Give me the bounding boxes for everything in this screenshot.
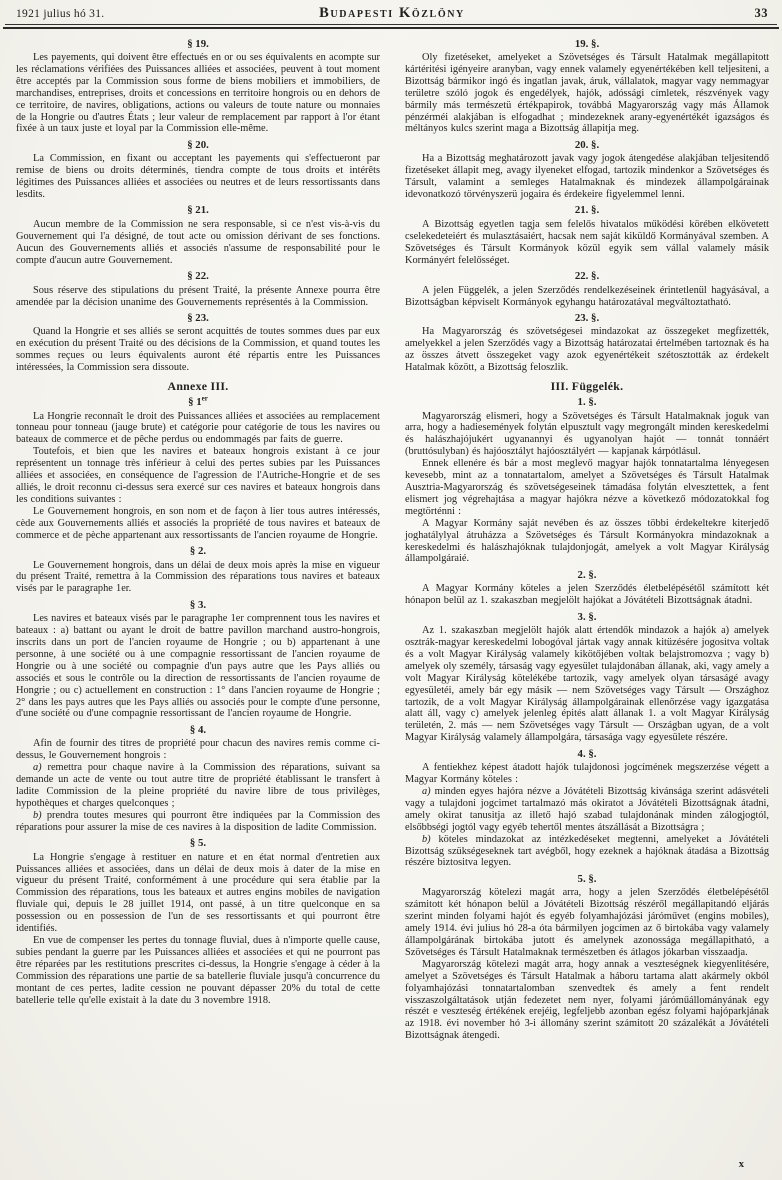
paragraph: A Magyar Kormány saját nevében és az összes többi érdekeltekre kiterjedő joghatálylyal átruházza a Szövetséges és Társult Kormányokra mindazoknak a kereskedelmi és halászhajóknak tulajdonjogát, amelyek a volt Magyar Királyság állampolgáraié. [405, 517, 769, 565]
paragraph: A jelen Függelék, a jelen Szerződés rendelkezéseinek érintetlenül hagyásával, a Bizottságban képviselt Kormányok egyhangu határozatával megváltoztatható. [405, 284, 769, 308]
paragraph: Ennek ellenére és bár a most meglevő magyar hajók tonnatartalma lényegesen kevesebb, mint az a tonnatartalom, amelyet a Szövetséges és Társult Hatalmak Ausztria-Magyarország és szövetségeseinek támadása folytán elvesztettek, a fent elismert jog végrehajtása a magyar hajókra nézve a következő módozatokkal fog megtörténni : [405, 458, 769, 517]
section-heading: § 3. [189, 598, 207, 611]
section-heading: 20. §. [574, 138, 600, 151]
section-heading: § 4. [189, 723, 207, 736]
section-heading: 2. §. [577, 568, 597, 581]
paragraph: Les payements, qui doivent être effectués en or ou ses équivalents en acompte sur les réclamations vérifiées des Puissances alliées et associées, peuvent à tout moment être acceptés par la Commission sous forme de biens mobiliers et immobiliers, de marchandises, entreprises, droits et concessions en territoire hongrois ou en dehors de ce territoire, de navires, obligations, actions ou valeurs de toute nature ou monnaies de la Hongrie ou d'autres États ; leur valeur de remplacement par rapport à l'or étant fixée à un taux juste et loyal par la Commission elle-même. [16, 52, 380, 135]
paragraph: Le Gouvernement hongrois, en son nom et de façon à lier tous autres intéressés, cède aux Gouvernements alliés et associés la propriété de tous navires et bateaux de commerce et de pèche appartenant aux ressortissants de l'ancien royaume de Hongrie. [16, 505, 380, 541]
paragraph: La Commission, en fixant ou acceptant les payements qui s'effectueront par remise de biens ou droits déterminés, tiendra compte de tous droits et intérêts légitimes des Puissances alliées et associées ou neutres et de leurs ressortissants dans lesdits. [16, 153, 380, 201]
page-header [0, 0, 782, 22]
paragraph: En vue de compenser les pertes du tonnage fluvial, dues à n'importe quelle cause, subies pendant la guerre par les Puissances alliées et associées et qui ne pourront pas être réparées par les restitutions prescrites ci-dessus, la Hongrie s'engage à céder à la Commission des réparations une partie de sa batellerie fluviale jusqu'à concurrence du montant de ces pertes, ladite cession ne pouvant dépasser 20% du total de cette batellerie telle qu'elle existait à la date du 3 novembre 1918. [16, 934, 380, 1006]
paragraph: Afin de fournir des titres de propriété pour chacun des navires remis comme ci-dessus, le Gouvernement hongrois : [16, 738, 380, 762]
annex-heading: Annexe III. [167, 379, 229, 394]
section-heading: 5. §. [577, 872, 597, 885]
publication-title: Budapesti Közlöny [319, 5, 465, 21]
section-heading: 1. §. [577, 396, 597, 409]
header-rule-thin [5, 24, 777, 25]
column-french [16, 34, 380, 1164]
section-heading: § 2. [189, 545, 207, 557]
section-heading: § 19. [187, 37, 209, 50]
section-heading: 23. §. [574, 311, 600, 324]
section-heading: 22. §. [574, 270, 600, 283]
paragraph: A fentiekhez képest átadott hajók tulajdonosi jogcímének megszerzése végett a Magyar Kormány köteles : [405, 762, 769, 786]
paragraph: b) köteles mindazokat az intézkedéseket megtenni, amelyeket a Jóvátételi Bizottság szükségeseknek tart avégből, hogy ezeknek a hajóknak átadása a Bizottság részére biztositva legyen. [405, 833, 769, 869]
paragraph: Oly fizetéseket, amelyeket a Szövetséges és Társult Hatalmak megállapitott kártéritési igényeire aranyban, vagy ennek valamely egyenértékében kell teljesiteni, a Bizottság bármikor ingó és ingatlan javak, áruk, vállalatok, magyar vagy nemmagyar területre szóló jogok és engedélyek, hajók, adóssági címletek, részvények vagy bármily más természetü értékpapirok, továbbá Magyarország vagy más Államok pénzérméi alakjában is elfogadhat ; mindezeknek arany-egyenértékét igazságos és méltányos kulcs szerint maga a Bizottság állapitja meg. [405, 52, 769, 135]
paragraph: Magyarország elismeri, hogy a Szövetséges és Társult Hatalmaknak joguk van arra, hogy a hadiesemények folytán elpusztult vagy megrongált minden kereskedelmi és halászhajójukért ugyanannyi és ugyanolyan hajót — tonnát tonnáért (bruttósulyban) és hajóosztályt hajóosztályért — kapjanak kárpótlásul. [405, 410, 769, 458]
paragraph: Ha a Bizottság meghatározott javak vagy jogok átengedése alakjában teljesitendő fizetéseket állapit meg, avagy ilyeneket elfogad, tartozik mindenkor a Szövetséges és Társult, valamint a semleges Hatalmaknak és mindezek állampolgárainak idevonatkozó törvényszerü jogaira és érdekeire figyelemmel lenni. [405, 153, 769, 201]
paragraph: a) remettra pour chaque navire à la Commission des réparations, suivant sa demande un acte de vente ou tout autre titre de propriété établissant le transfert à ladite Commission de la pleine propriété du navire libre de tous privilèges, hypothèques et charges quelconques ; [16, 762, 380, 809]
paragraph: Magyarország kötelezi magát arra, hogy a jelen Szerződés életbelépésétől számitott két hónapon belül a Jóvátételi Bizottság részéről megállapitandó eljárás szerint minden folyami hajót és egyéb folyamhajózási járóművet (engins mobiles), amely 1914. évi julius hó 28-a óta bármilyen jogcímen az ő birtokába vagy valamely állampolgárának birtokába jutott és amelynek azonossága megállapitható, a Szövetséges és Társult Hatalmaknak természetben és átlagos jókarban visszaadja. [405, 887, 769, 958]
section-heading: § 23. [187, 311, 209, 324]
paragraph: Le Gouvernement hongrois, dans un délai de deux mois après la mise en vigueur du présent Traité, remettra à la Commission des réparations tous navires et bateaux visés par le paragraphe 1er. [16, 559, 380, 595]
section-heading: § 21. [187, 204, 209, 217]
paragraph: Quand la Hongrie et ses alliés se seront acquittés de toutes sommes dues par eux en exécution du présent Traité ou des décisions de la Commission, et quand toutes les sommes reçues ou leurs équivalents auront été répartis entre les Puissances intéressées, la Commission sera dissoute. [16, 326, 380, 374]
column-hungarian [405, 34, 769, 1164]
paragraph: a) minden egyes hajóra nézve a Jóvátételi Bizottság kivánsága szerint adásvételi vagy a tulajdoni jogcimet tartalmazó más okiratot a Jóvátételi Bizottságnak átadni, amely okirat tanusitja az illető hajó szabad tulajdonának minden zálogjogtól, elsőbbségi jogtól vagy egyéb tehertől mentes átszállását a Bizottságra ; [405, 786, 769, 833]
section-heading: 21. §. [574, 204, 600, 217]
printer-signature-mark: x [738, 1159, 744, 1170]
paragraph: Toutefois, et bien que les navires et bateaux hongrois existant à ce jour représentent un tonnage très inférieur à celui des pertes subies par les Puissances alliées et associées, en conséquence de l'agression de l'Autriche-Hongrie et de ses alliés, le droit reconnu ci-dessus sera exercé sur ces navires et bateaux hongrois dans les conditions suivantes : [16, 446, 380, 505]
section-heading: § 22. [187, 270, 209, 283]
paragraph: A Magyar Kormány köteles a jelen Szerződés életbelépésétől számított két hónapon belül az 1. szakaszban megjelölt hajókat a Jóvátételi Bizottságnak átadni. [405, 583, 769, 607]
paragraph: Sous réserve des stipulations du présent Traité, la présente Annexe pourra être amendée par la décision unanime des Gouvernements représentés à la Commission. [16, 284, 380, 308]
paragraph: Aucun membre de la Commission ne sera responsable, si ce n'est vis-à-vis du Gouvernement qui l'a désigné, de tout acte ou omission dérivant de ses fonctions. Aucun des Gouvernements alliés et associés n'assume de responsabilité pour le compte d'aucun autre Gouvernement. [16, 218, 380, 266]
annex-heading: III. Függelék. [550, 379, 624, 394]
paragraph: A Bizottság egyetlen tagja sem felelős hivatalos működési körében elkövetett cselekedeteiért és mulasztásaiért, hacsak nem saját kiküldő Kormányával szemben. A Szövetséges és Társult Kormányok közül egyik sem vállal valamely másik Kormányért felelősséget. [405, 218, 769, 266]
paragraph: La Hongrie reconnaît le droit des Puissances alliées et associées au remplacement tonneau pour tonneau (jauge brute) et catégorie pour catégorie de tous les navires ou bateaux de commerce et de pêche perdus ou endommagés par faits de guerre. [16, 410, 380, 446]
paragraph: Magyarország kötelezi magát arra, hogy annak a veszteségnek kiegyenlitésére, amelyet a Szövetséges és Társult Hatalmak a háboru tartama alatt akármely okból folyamhajózási tonnatartalomban szenvedtek és amely a fent rendelt visszaszolgáltatások utján fedezetet nem nyer, folyami járóműállományának egy részét e veszteség értékének erejéig, legfeljebb azonban egész folyami hajóparkjának az 1918. évi november hó 3-i állomány szerint számitott 20 százalékát a Jóvátételi Bizottságnak átengedi. [405, 958, 769, 1042]
section-heading: 3. §. [577, 610, 597, 623]
section-heading: 19. §. [574, 37, 600, 50]
paragraph: Les navires et bateaux visés par le paragraphe 1er comprennent tous les navires et bateaux : a) battant ou ayant le droit de battre pavillon marchand austro-hongrois, inscrits dans un port de l'ancien royaume de Hongrie ; ou b) appartenant à une personne, à une société ou à une compagnie ressortissant de l'ancien royaume de Hongrie ou à une société ou compagnie d'un pays autre que les Pays alliés ou associés et sous le contrôle ou la direction de ressortissants de l'ancien royaume de Hongrie ; ou c) actuellement en construction : 1° dans l'ancien royaume de Hongrie ; 2° dans les pays autres que les Pays alliés ou associés pour le compte d'une personne, d'une société ou d'une compagnie ressortissant de l'ancien royaume de Hongrie. [16, 613, 380, 720]
issue-date: 1921 julius hó 31. [16, 8, 105, 20]
section-heading: § 20. [187, 138, 209, 151]
page-number: 33 [754, 6, 768, 20]
section-heading: 4. §. [577, 747, 597, 760]
paragraph: La Hongrie s'engage à restituer en nature et en état normal d'entretien aux Puissances alliées et associées, dans un délai de deux mois à dater de la mise en vigueur du présent Traité, conformément à une procédure qui sera établie par la Commission des réparations, tous les bateaux et autres engins mobiles de navigation fluviale qui, depuis le 28 juillet 1914, ont passé, à un titre quelconque en sa possession ou en possession de l'un de ses ressortissants et qui pourront être identifiés. [16, 851, 380, 935]
paragraph: Ha Magyarország és szövetségesei mindazokat az összegeket megfizették, amelyekkel a jelen Szerződés vagy a Bizottság határozatai értelmében tartoznak és ha az összes átvett összegeket vagy azok egyenértékeit szétosztották az érdekelt Hatalmak között, a Bizottság feloszlik. [405, 326, 769, 374]
two-column-body [0, 29, 782, 1164]
paragraph: Az 1. szakaszban megjelölt hajók alatt értendők mindazok a hajók a) amelyek osztrák-magyar kereskedelmi lobogóval jártak vagy annak kitüzésére jogositva voltak és a volt Magyar Királyság valamely kikötőjében voltak belajstromozva ; vagy b) amelyek oly személy, társaság vagy egyesület tulajdonában állanak, aki, vagy amely a volt Magyar Királyság kötelékébe tartozik, vagy amelyek olyan társaságé avagy egyesületéi, amely bár egy másik — nem Szövetséges vagy Társult — Országhoz tartozik, de a volt Magyar Királyság állampolgárainak ellenőrzése vagy igazgatása alatt áll, vagy c) amelyek jelenleg épités alatt állanak 1. a volt Magyar Királyság területén, 2. más — nem Szövetséges vagy Társult — Országban ugyan, de a volt Magyar Királyság valamely állampolgára, társasága vagy egyesülete részére. [405, 625, 769, 744]
section-heading: § 5. [189, 837, 207, 850]
section-heading: § 1er [188, 394, 208, 409]
paragraph: b) prendra toutes mesures qui pourront être indiquées par la Commission des réparations pour assurer la mise de ces navires à la disposition de ladite Commission. [16, 809, 380, 833]
